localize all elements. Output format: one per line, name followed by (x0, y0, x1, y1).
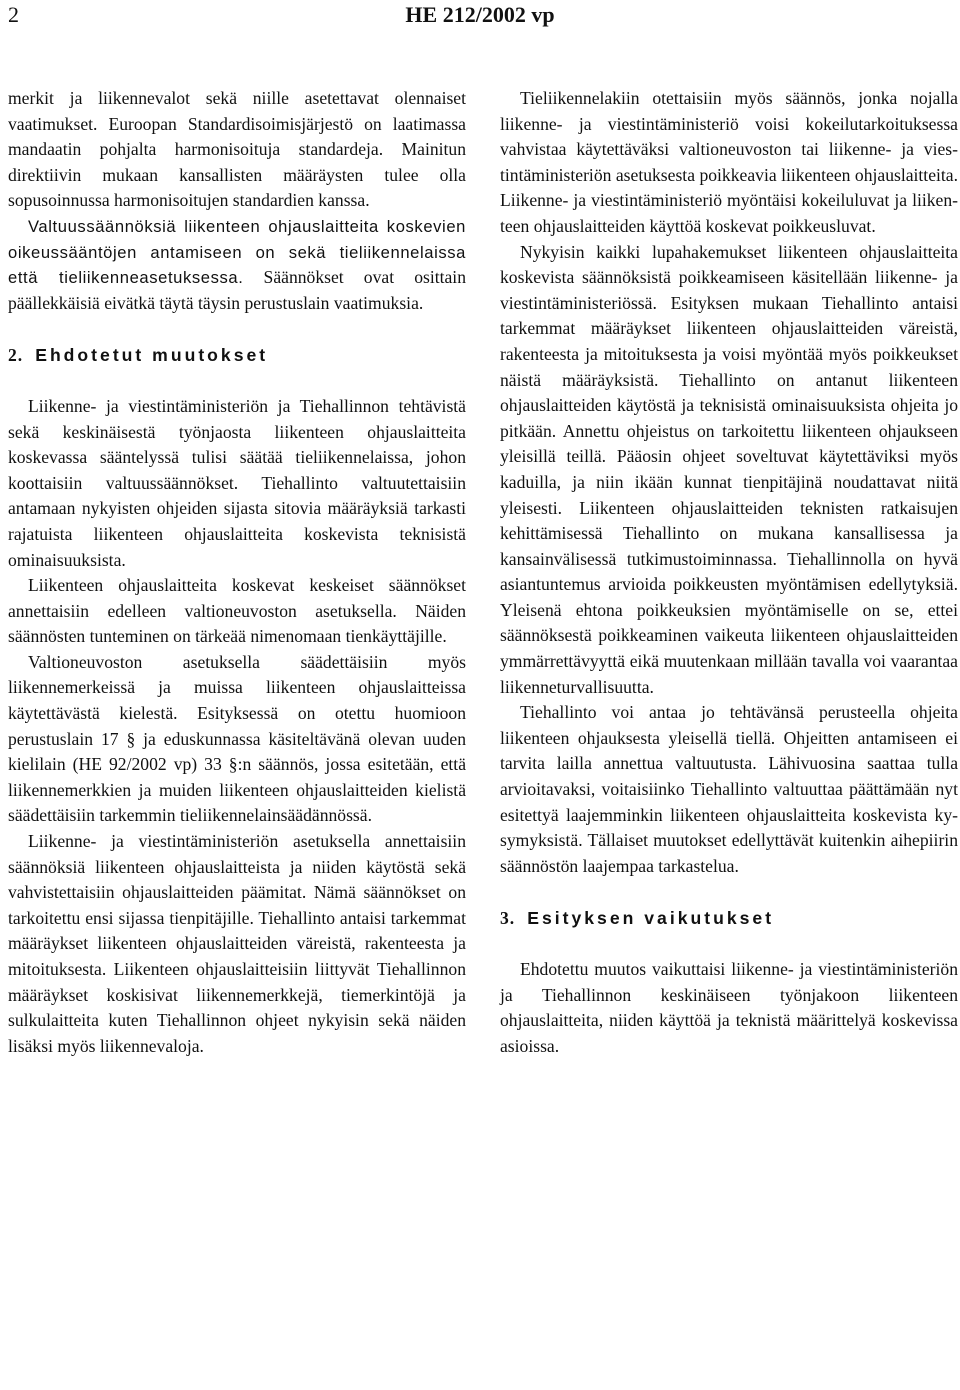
left-column (8, 86, 466, 1059)
right-paragraph-1: Tieliikennelakiin otettaisiin myös säännös, jonka nojalla liikenne- ja viestintäministeriö voisi kokeilutarkoituksessa vahvistaa käytettäväksi valtioneuvoston tai liikenne- ja viestintäministeriön asetuksesta poikkeavia liikenteen ohjauslaitteita. Liikenne- ja viestintäministeriö myöntäisi kokeiluluvat ja liikenteen ohjauslaitteiden käyttöä koskevat poikkeusluvat. (500, 88, 958, 236)
section-title: Esityksen vaikutukset (527, 908, 775, 929)
section-number: 2. (8, 345, 24, 366)
right-paragraph-2: Nykyisin kaikki lupahakemukset liikenteen ohjauslaitteita koskevista säännöksistä poikkeamiseen käsitellään liikenne- ja viestintäministeriössä. Esityksen mukaan Tiehallinto antaisi tarkemmat määräykset liikenteen ohjauslaitteiden väreistä, rakenteesta ja mitoituksesta ja voisi myöntää myös poikkeukset näistä määräyksistä. Tiehallinto on antanut liikenteen ohjauslaitteiden käytöstä ja teknisistä ominaisuuksista ohjeita jo pitkään. Annettu ohjeistus on tarkoitettu liikenteen ohjaukseen yleisillä teillä. Pääosin ohjeet soveltuvat käytettäviksi myös kaduilla, ja niin ikään kunnat tienpitäjinä noudattavat niitä yleisesti. Liikenteen ohjauslaitteiden teknisten ratkaisujen kehittämisessä Tiehallinto on mukana kansallisessa ja kansainvälisessä tutkimustoiminnassa. Tiehallinnolla on hyvä asiantuntemus arvioida poikkeusten myöntämisen edellytyksiä. Yleisenä ehtona poikkeuksien myöntämiselle on se, ettei säännöksestä poikkeaminen vaikeuta liikenteen ohjauslaitteiden ymmärrettävyyttä eikä muutenkaan millään tavalla voi vaarantaa liikenneturvallisuutta. (500, 241, 958, 697)
section-heading-2 (8, 343, 466, 369)
left-paragraph-6: Liikenne- ja viestintäministeriön asetuksella annettaisiin säännöksiä liikenteen ohjauslaitteista ja niiden käytöstä sekä vahvistettaisiin ohjauslaitteiden päämitat. Nämä säännökset on tarkoitettu ensi sijassa tienpitäjille. Tiehallinto antaisi tarkemmat määräykset liikenteen ohjauslaitteiden väreistä, rakenteesta ja mitoituksesta. Liikenteen ohjauslaitteisiin liittyvät Tiehallinnon määräykset koskisivat liikennemerkkejä, tiemerkintöjä ja sulkulaitteita kuten Tiehallinnon ohjeet nykyisin sekä näiden lisäksi myös liikennevaloja. (8, 831, 466, 1056)
left-paragraph-2-text: Valtuussäännöksiä liikenteen ohjauslaitteita koskevien oikeussääntöjen antamiseen on sekä tieliikennelaissa että tieliikenneasetuksessa. (8, 216, 466, 288)
left-paragraph-2 (8, 214, 466, 316)
section-title: Ehdotetut muutokset (35, 345, 269, 366)
page-number: 2 (8, 2, 19, 27)
left-paragraph-2-continuation: Säännökset ovat osittain päällekkäisiä eivätkä täytä täysin perustuslain vaatimuksia. (8, 267, 466, 313)
section-heading-3 (500, 906, 958, 932)
left-paragraph-3: Liikenne- ja viestintäministeriön ja Tiehallinnon tehtävistä sekä keskinäisestä työnjaosta liikenteen ohjauslaitteita koskevassa sääntelyssä tulisi säätää tieliikennelaissa, johon koottaisiin valtuussäännökset. Tiehallinto valtuutettaisiin antamaan nykyisten ohjeiden sijasta sitovia määräyksiä tarkasti rajatuista liikenteen ohjauslaitteita koskevista teknisistä ominaisuuksista. (8, 395, 466, 570)
page-header (8, 2, 952, 32)
right-paragraph-3: Tiehallinto voi antaa jo tehtävänsä perusteella ohjeita liikenteen ohjauksesta yleisellä tiellä. Ohjeitten antamiseen ei tarvita lailla annettua valtuutusta. Lähivuosina saattaa tulla arvioitavaksi, voitaisiinko Tiehallinto valtuuttaa päättämään nyt esitettyä laajemminkin liikenteen ohjauslaitteita koskevista kysymyksistä. Tällaiset muutokset edellyttävät kuitenkin aihepiirin säännöstön laajempaa tarkastelua. (500, 702, 958, 876)
section-number: 3. (500, 908, 516, 929)
right-paragraph-4: Ehdotettu muutos vaikuttaisi liikenne- ja viestintäministeriön ja Tiehallinnon keskinäiseen työnjakoon liikenteen ohjauslaitteita, niiden käyttöä ja teknistä määrittelyä koskevissa asioissa. (500, 959, 958, 1056)
left-paragraph-5: Valtioneuvoston asetuksella säädettäisiin myös liikennemerkeissä ja muissa liikenteen ohjauslaitteissa käytettävästä kielestä. Esityksessä on otettu huomioon perustuslain 17 § ja eduskunnassa käsiteltävänä olevan uuden kielilain (HE 92/2002 vp) 33 §:n säännös, jossa esitetään, että liikennemerkkien ja muiden liikenteen ohjauslaitteiden kielistä säädettäisiin tarkemmin tieliikennelainsäädännössä. (8, 651, 466, 826)
left-paragraph-1: merkit ja liikennevalot sekä niille asetettavat olennaiset vaatimukset. Euroopan Standardisoimisjärjestö on laatimassa mandaatin pohjalta harmonisoituja standardeja. Mainitun direktiivin mukaan kansallisten määräysten tulee olla sopusoinnussa harmonisoitujen standardien kanssa. (8, 88, 466, 211)
right-column (500, 86, 958, 1059)
left-paragraph-4: Liikenteen ohjauslaitteita koskevat keskeiset säännökset annettaisiin edelleen valtioneuvoston asetuksella. Näiden säännösten tunteminen on tärkeää nimenomaan tienkäyttäjille. (8, 575, 466, 647)
document-id: HE 212/2002 vp (405, 2, 555, 27)
